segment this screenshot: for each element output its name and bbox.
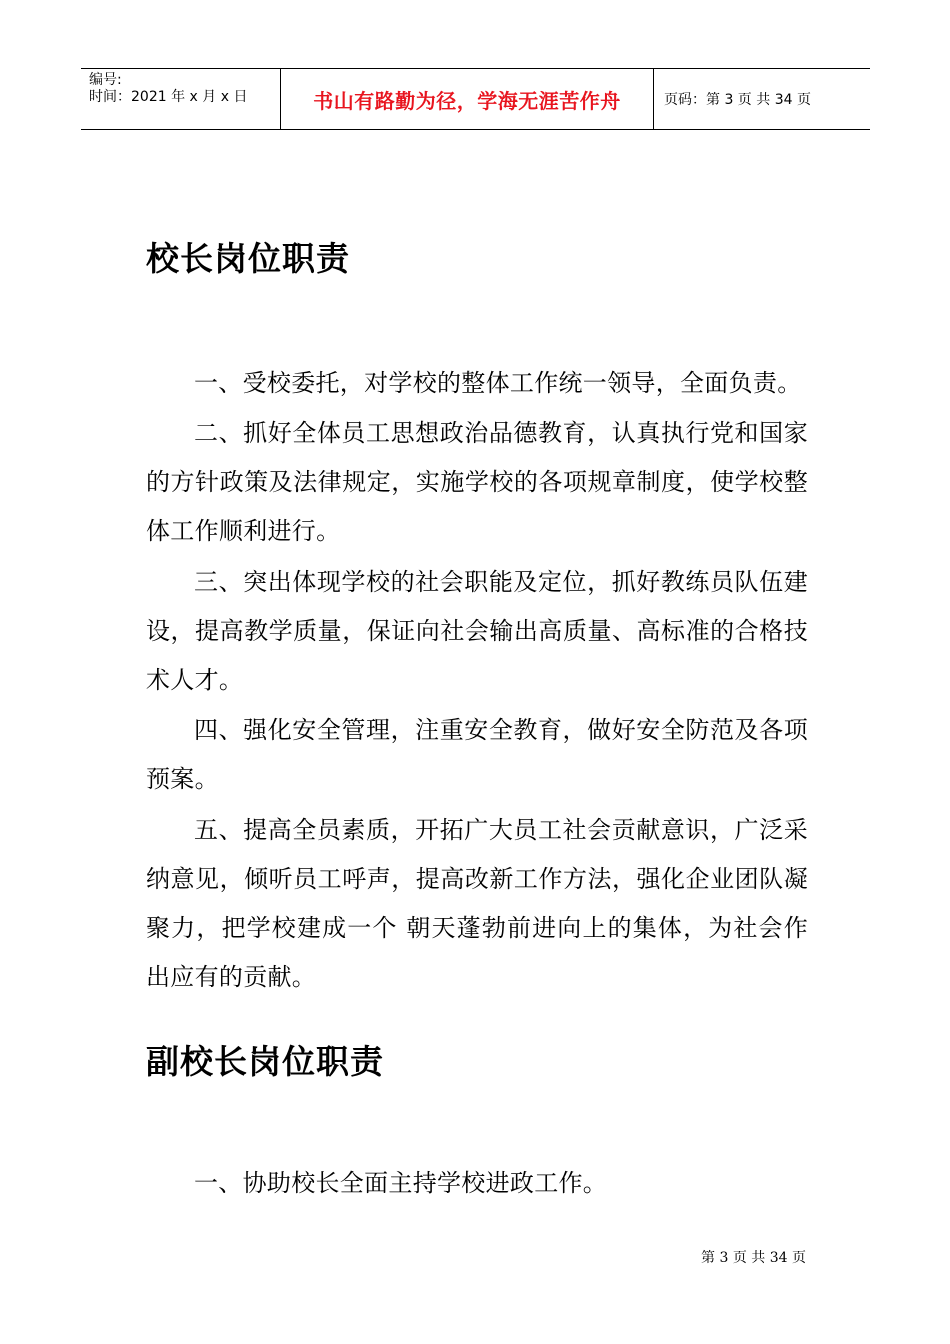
paragraph-5: 五、提高全员素质，开拓广大员工社会贡献意识，广泛采纳意见，倾听员工呼声，提高改新工作方法，强化企业团队凝聚力，把学校建成一个 朝天蓬勃前进向上的集体，为社会作出应有的贡献。 (146, 816, 808, 991)
paragraph-3: 三、突出体现学校的社会职能及定位，抓好教练员队伍建设，提高教学质量，保证向社会输出高质量、高标准的合格技术人才。 (146, 568, 808, 694)
header-motto-cell (281, 69, 654, 129)
section-title-principal: 校长岗位职责 (146, 239, 350, 278)
page-header (81, 68, 870, 130)
paragraph-1: 一、受校委托，对学校的整体工作统一领导，全面负责。 (194, 369, 802, 397)
header-motto: 书山有路勤为径，学海无涯苦作舟 (313, 88, 621, 113)
document-time-label: 时间：2021 年 x 月 x 日 (89, 89, 248, 105)
paragraph-vice-1: 一、协助校长全面主持学校进政工作。 (194, 1169, 608, 1197)
paragraph-4: 四、强化安全管理，注重安全教育，做好安全防范及各项预案。 (146, 716, 808, 793)
page-footer: 第 3 页 共 34 页 (701, 1250, 806, 1266)
header-meta (81, 69, 281, 129)
paragraph-2: 二、抓好全体员工思想政治品德教育，认真执行党和国家的方针政策及法律规定，实施学校的各项规章制度，使学校整体工作顺利进行。 (146, 419, 808, 545)
header-page-number: 页码：第 3 页 共 34 页 (664, 92, 811, 108)
header-page-cell (654, 69, 870, 129)
section-title-vice-principal: 副校长岗位职责 (146, 1042, 384, 1081)
document-number-label: 编号: (89, 72, 122, 88)
